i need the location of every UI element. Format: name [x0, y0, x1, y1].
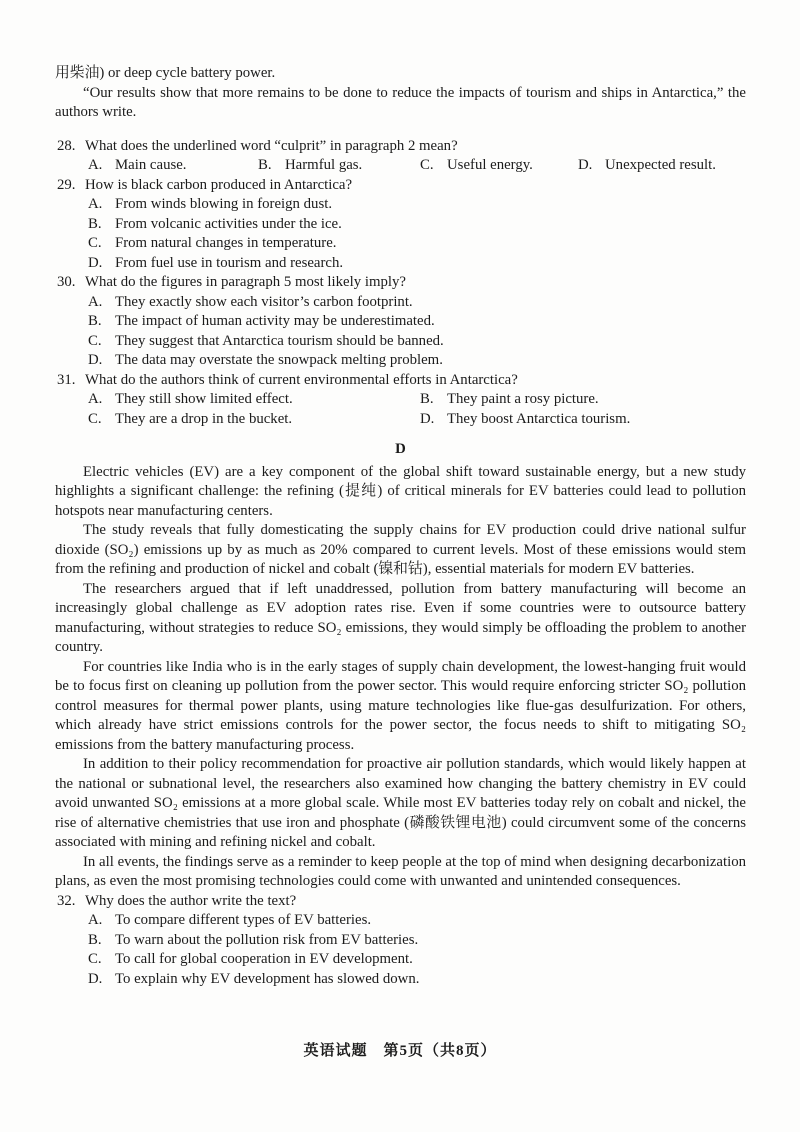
- option-a: [88, 293, 746, 313]
- question-number: 30.: [57, 274, 76, 290]
- option-c: [88, 950, 746, 970]
- option-label: D.: [420, 410, 435, 427]
- option-a: [88, 390, 420, 410]
- option-c: [420, 156, 578, 176]
- option-a: [88, 911, 746, 931]
- option-text: They still show limited effect.: [115, 391, 293, 407]
- question-stem: How is black carbon produced in Antarctica?: [85, 176, 353, 193]
- passage-paragraph: In addition to their policy recommendation for proactive air pollution standards, which would likely happen at the national or subnational level, the researchers also examined how changing the battery chemistry in EV could avoid unwanted SO₂ emissions at a more global scale. While most EV batteries today rely on cobalt and nickel, the rise of alternative chemistries that use iron and phosphate (磷酸铁锂电池) could circumvent some of the concerns associated with mining and refining nickel and cobalt.: [55, 756, 746, 850]
- option-label: D.: [88, 254, 103, 271]
- option-text: The impact of human activity may be underestimated.: [115, 313, 435, 329]
- question-number: 32.: [57, 892, 76, 909]
- question-options: [88, 156, 746, 176]
- option-label: C.: [88, 235, 102, 251]
- option-label: B.: [258, 157, 272, 173]
- option-b: [258, 156, 420, 176]
- option-text: From natural changes in temperature.: [115, 235, 337, 251]
- passage-paragraph: For countries like India who is in the early stages of supply chain development, the lowest-hanging fruit would be to focus first on cleaning up pollution from the power sector. This would require enforcing stricter SO₂ pollution control measures for thermal power plants, using mature technologies like flue-gas desulfurization. For others, which already have strict emissions controls for the power sector, the focus needs to shift to mitigating SO₂ emissions from the battery manufacturing process.: [55, 658, 746, 753]
- question-28: [55, 137, 746, 176]
- option-b: [88, 215, 746, 235]
- option-label: A.: [88, 293, 103, 310]
- question-block-28-31: [55, 137, 746, 430]
- option-text: Unexpected result.: [605, 157, 716, 173]
- option-label: C.: [88, 951, 102, 967]
- page-footer: 英语试题 第5页（共8页）: [303, 1043, 497, 1059]
- question-31: [55, 371, 746, 430]
- passage-c-tail-line: 用柴油) or deep cycle battery power.: [55, 65, 276, 81]
- option-label: D.: [578, 157, 593, 173]
- option-c: [88, 234, 746, 254]
- passage-paragraph: The researchers argued that if left unaddressed, pollution from battery manufacturing will become an increasingly global challenge as EV adoption rates rise. Even if some countries were to outsource battery manufacturing, without strategies to reduce SO₂ emissions, they would simply be offloading the problem to another country.: [55, 580, 746, 655]
- option-label: A.: [88, 196, 103, 212]
- option-text: They exactly show each visitor’s carbon footprint.: [115, 293, 413, 310]
- option-label: C.: [420, 157, 434, 173]
- option-text: From volcanic activities under the ice.: [115, 215, 342, 232]
- passage-d: [55, 463, 746, 892]
- option-d: [88, 254, 746, 274]
- option-label: B.: [88, 931, 102, 948]
- option-a: [88, 195, 746, 215]
- question-30: [55, 273, 746, 371]
- passage-paragraph: In all events, the findings serve as a reminder to keep people at the top of mind when designing decarbonization plans, as even the most promising technologies could come with unwanted and unintended consequences.: [55, 853, 746, 889]
- option-text: They boost Antarctica tourism.: [447, 410, 631, 427]
- option-text: Useful energy.: [447, 157, 533, 173]
- option-text: To call for global cooperation in EV development.: [115, 951, 413, 967]
- option-text: To warn about the pollution risk from EV batteries.: [115, 931, 419, 948]
- option-d: [420, 410, 746, 430]
- option-text: They are a drop in the bucket.: [115, 410, 293, 427]
- option-label: C.: [88, 332, 102, 349]
- option-text: To explain why EV development has slowed down.: [115, 970, 420, 987]
- section-d-header: D: [395, 441, 406, 457]
- passage-paragraph: Electric vehicles (EV) are a key component of the global shift toward sustainable energy, but a new study highlights a significant challenge: the refining (提纯) of critical minerals for EV batteries could lead to pollution hotspots near manufacturing centers.: [55, 463, 746, 519]
- question-options: [88, 911, 746, 989]
- option-d: [88, 351, 746, 371]
- question-stem: Why does the author write the text?: [85, 892, 297, 909]
- option-label: B.: [88, 313, 102, 329]
- option-text: They paint a rosy picture.: [447, 391, 599, 407]
- question-stem: What do the figures in paragraph 5 most likely imply?: [85, 274, 406, 290]
- question-32: [55, 892, 746, 990]
- option-text: They suggest that Antarctica tourism should be banned.: [115, 332, 444, 349]
- option-b: [88, 312, 746, 332]
- option-label: A.: [88, 391, 103, 407]
- option-text: From fuel use in tourism and research.: [115, 254, 344, 271]
- option-text: The data may overstate the snowpack melting problem.: [115, 352, 443, 368]
- option-label: D.: [88, 970, 103, 987]
- option-label: C.: [88, 410, 102, 427]
- option-label: B.: [420, 391, 434, 407]
- option-d: [578, 156, 746, 176]
- option-text: From winds blowing in foreign dust.: [115, 196, 333, 212]
- option-label: A.: [88, 157, 103, 173]
- option-c: [88, 410, 420, 430]
- passage-paragraph: The study reveals that fully domesticating the supply chains for EV production could drive national sulfur dioxide (SO₂) emissions up by as much as 20% compared to current levels. Most of these emissions would stem from the refining and production of nickel and cobalt (镍和钴), essential materials for modern EV batteries.: [55, 522, 746, 577]
- option-b: [420, 390, 746, 410]
- question-number: 28.: [57, 137, 76, 154]
- option-label: B.: [88, 215, 102, 232]
- option-a: [88, 156, 258, 176]
- passage-c-closing: “Our results show that more remains to be done to reduce the impacts of tourism and ships in Antarctica,” the authors write.: [55, 84, 746, 120]
- question-options: [88, 195, 746, 273]
- option-label: A.: [88, 912, 103, 928]
- question-number: 29.: [57, 176, 76, 193]
- question-stem: What do the authors think of current environmental efforts in Antarctica?: [85, 371, 518, 388]
- question-stem: What does the underlined word “culprit” in paragraph 2 mean?: [85, 137, 458, 154]
- question-options: [88, 390, 746, 429]
- option-text: To compare different types of EV batteries.: [115, 912, 372, 928]
- option-text: Harmful gas.: [285, 157, 363, 173]
- option-d: [88, 970, 746, 990]
- option-label: D.: [88, 352, 103, 368]
- question-29: [55, 176, 746, 274]
- option-c: [88, 332, 746, 352]
- option-text: Main cause.: [115, 157, 187, 173]
- question-number: 31.: [57, 371, 76, 388]
- question-options: [88, 293, 746, 371]
- option-b: [88, 931, 746, 951]
